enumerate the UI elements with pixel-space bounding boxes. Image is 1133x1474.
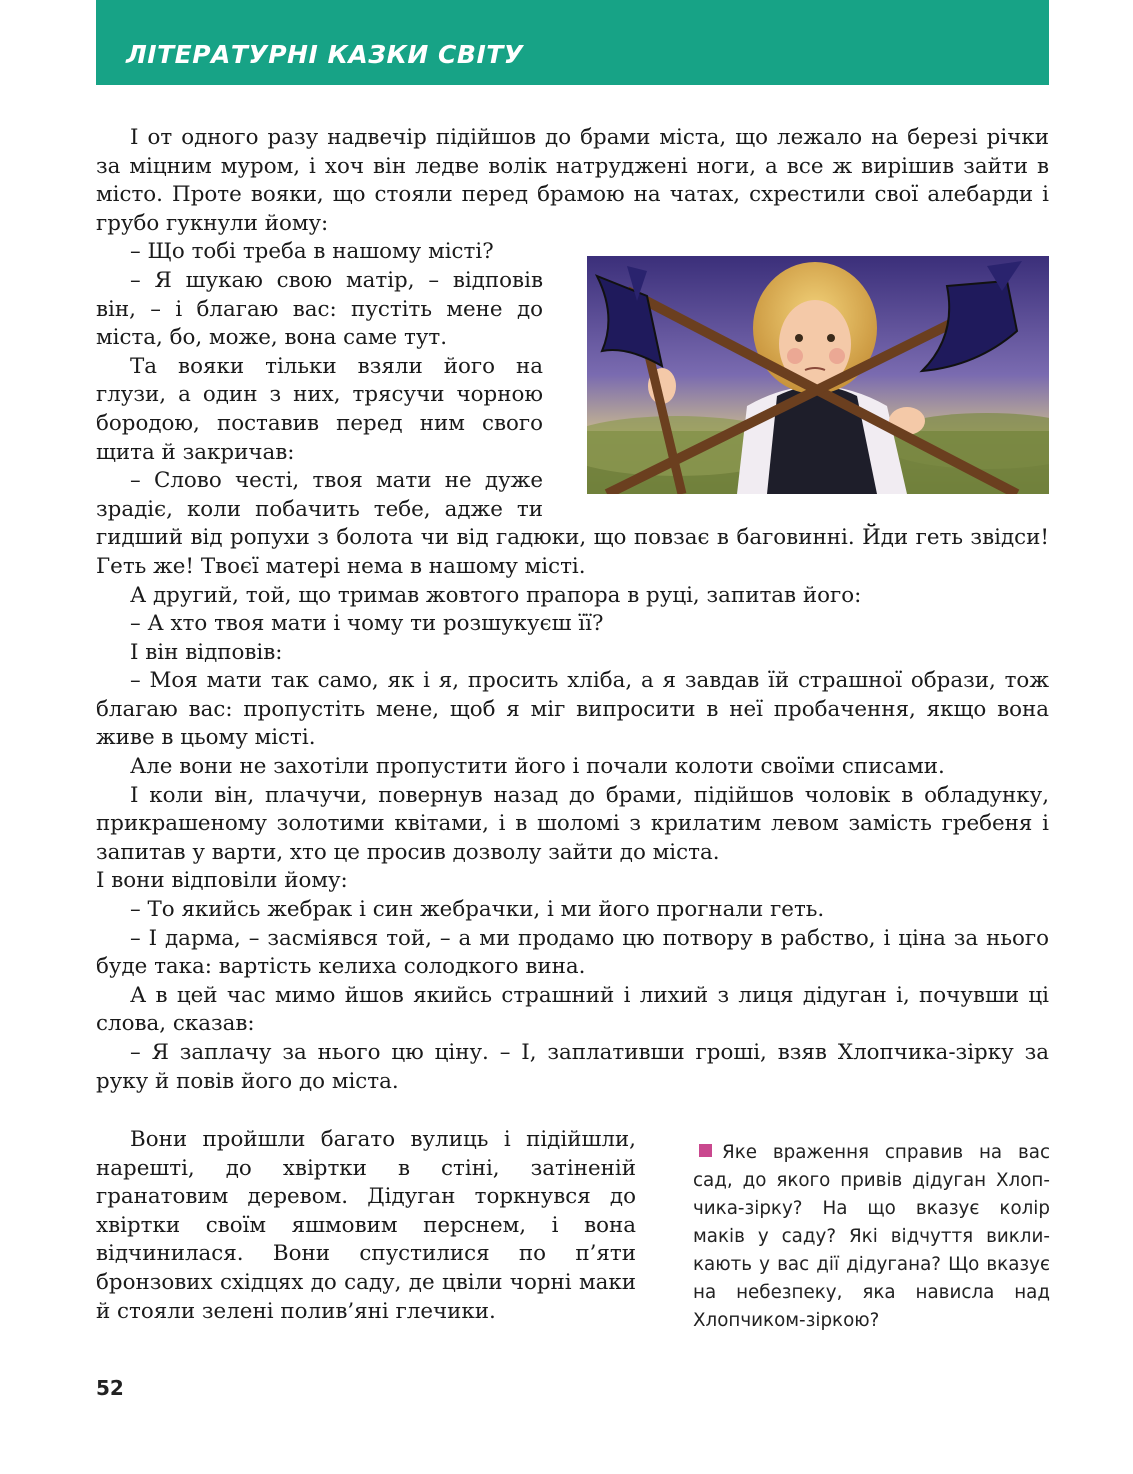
story-paragraph: – Я заплачу за нього цю ціну. – І, заплативши гроші, взяв Хлопчика-зірку за руку й повів його до міста. xyxy=(96,1040,1049,1094)
story-paragraph: А в цей час мимо йшов якийсь страшний і лихий з лиця дідуган і, почувши ці слова, сказав: xyxy=(96,982,1049,1037)
story-paragraph: І от одного разу надвечір підійшов до брами міста, що лежало на березі річки за міцним муром, і хоч він ледве волік натруджені ноги, а все ж вирішив зайти в місто. Проте вояки, що стояли перед брамою на чатах, схрестили свої алебарди і грубо гукнули йому: xyxy=(96,125,1049,236)
section-header-band xyxy=(96,0,1049,85)
story-paragraph: – Моя мати так само, як і я, просить хліба, а я завдав їй страшної образи, тож благаю вас: пропустіть мене, щоб я міг випросити в неї пробачення, якщо вона живе в цьому місті. xyxy=(96,668,1049,751)
illustration-crossed-halberds xyxy=(587,256,1049,494)
story-paragraph: І коли він, плачучи, повернув назад до брами, підійшов чоловік в обладунку, прикрашеному золотими квітами, і в шоломі з крилатим левом замість гребеня і запитав у варти, хто це просив дозволу зайти до міста. xyxy=(96,782,1049,865)
story-paragraph: – Я шукаю свою матір, – відповів він, – і благаю вас: пустіть мене до міста, бо, може, вона саме тут. xyxy=(96,267,543,351)
story-paragraph: – Слово честі, твоя мати не дуже зрадіє, коли побачить тебе, адже ти гидший від ропухи з болота чи від гадюки, що повзає в баговинні. Йди геть звідси! Геть же! Твоєї матері нема в нашому місті. xyxy=(96,468,1049,579)
square-bullet-icon xyxy=(699,1144,712,1157)
story-paragraph: – І дарма, – засміявся той, – а ми продамо цю потвору в рабство, і ціна за нього буде така: вартість келиха солодкого вина. xyxy=(96,925,1049,980)
illustration-art xyxy=(587,256,1049,494)
story-final-column xyxy=(96,1126,636,1326)
story-paragraph: – То якийсь жебрак і син жебрачки, і ми його прогнали геть. xyxy=(130,897,825,923)
section-title: ЛІТЕРАТУРНІ КАЗКИ СВІТУ xyxy=(126,40,524,69)
story-paragraph: І він відповів: xyxy=(130,639,283,665)
page-number: 52 xyxy=(96,1376,124,1400)
story-text xyxy=(96,124,1049,1096)
story-paragraph: – Що тобі треба в нашому місті? xyxy=(130,239,494,265)
story-paragraph-final: Вони пройшли багато вулиць і підійшли, нарешті, до хвіртки в стіні, затіненій гранатовим деревом. Дідуган торкнувся до хвіртки своїм яшмовим перснем, і вона відчинилася. Вони спустилися по п’яти бронзових східцях до саду, де цвіли чорні маки й стояли зелені полив’яні глечики. xyxy=(96,1127,636,1324)
story-paragraph: І вони відповіли йому: xyxy=(96,868,348,894)
question-box xyxy=(693,1139,1050,1335)
story-paragraph: А другий, той, що тримав жовтого прапора в руці, запитав його: xyxy=(130,582,862,608)
story-paragraph: Але вони не захотіли пропустити його і почали колоти своїми списами. xyxy=(130,754,945,780)
story-paragraph: Та вояки тільки взяли його на глузи, а один з них, трясучи чорною бородою, поставив перед ним свого щита й закричав: xyxy=(96,353,543,465)
question-text: Яке враження справив на вас сад, до якого привів дідуган Хлопчика-зірку? На що вказує колір маків у саду? Які відчуття викликають у вас дії дідугана? Що вказує на небезпеку, яка нависла над Хлопчиком-зіркою? xyxy=(693,1142,1050,1331)
story-paragraph: – А хто твоя мати і чому ти розшукуєш її? xyxy=(130,611,604,637)
